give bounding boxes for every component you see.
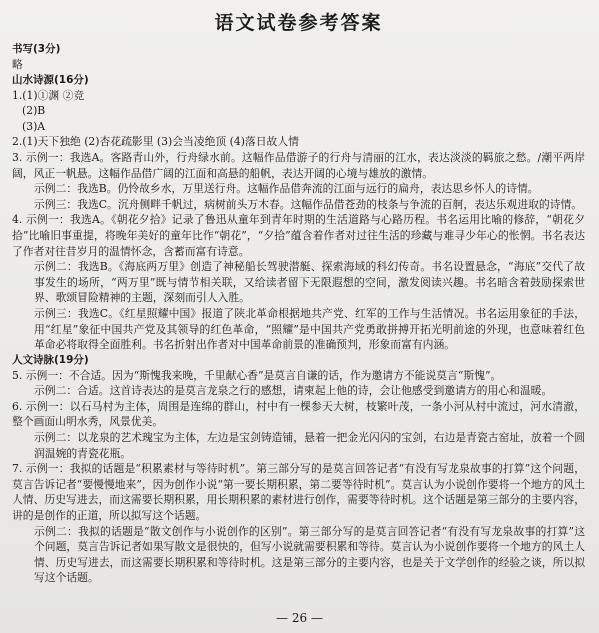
q6-example2: 示例二：以龙泉的艺术瑰宝为主体，左边是宝剑铸造铺，悬着一把金光闪闪的宝剑，右边是青瓷古窑址，放着一个圆润温婉的青瓷花瓶。	[34, 431, 585, 460]
q4-example2: 示例二：我选B。《海底两万里》创造了神秘船长驾驶潜艇、探索海域的科幻传奇。书名设置悬念，“海底”交代了故事发生的场所，“两万里”既与情节相关联，又给读者留下无限遐想的空间，激发阅读兴趣。书名暗含着鼓励探索世界、歌颂冒险精神的主题，深刻而引人入胜。	[34, 260, 585, 305]
q3-example1: 3. 示例一：我选A。客路青山外，行舟绿水前。这幅作品借游子的行舟与清丽的江水，表达淡淡的羁旅之愁。/潮平两岸阔，风正一帆悬。这幅作品借广阔的江面和高悬的船帆，表达开阔的心境与雄放的激情。	[12, 150, 585, 180]
q7-example2: 示例二：我拟的话题是“散文创作与小说创作的区别”。第三部分写的是莫言回答记者“有没有写龙泉故事的打算”这个问题，莫言告诉记者如果写散文是很快的，但写小说就需要积累和等待。莫言认为小说创作要将一个地方的风土人情、历史写进去，而这需要长期积累和等待时机。这是第三部分的主要内容，也是关于文学创作的经验之谈，所以拟写这个话题。	[34, 524, 585, 585]
page-number: — 26 —	[276, 611, 323, 625]
page-title: 语文试卷参考答案	[214, 12, 383, 34]
q5-example2: 示例二：合适。这首诗表达的是莫言龙泉之行的感想，请柬起上他的诗，会让他感受到邀请方的用心和温暖。	[34, 384, 553, 398]
section2-heading: 人文诗脉(19分)	[12, 353, 89, 366]
q1-line3: (3)A	[22, 119, 46, 133]
q4-example3: 示例三：我选C。《红星照耀中国》报道了陕北革命根据地共产党、红军的工作与生活情况。书名运用象征的手法，用“红星”象征中国共产党及其领导的红色革命，“照耀”是中国共产党勇敢拼搏开拓光明前途的外现，也意味着红色革命必将取得全面胜利。书名折射出作者对中国革命前景的准确预判，形象而富有内涵。	[34, 306, 585, 352]
writing-heading: 书写(3分)	[12, 43, 61, 55]
section1-heading: 山水诗源(16分)	[12, 73, 89, 86]
q7-example1: 7. 示例一：我拟的话题是“积累素材与等待时机”。第三部分写的是莫言回答记者“有没有写龙泉故事的打算”这个问题，莫言告诉记者“要慢慢地来”，因为创作小说“第一要长期积累，第二要等待时机”。莫言认为小说创作要将一个地方的风土人情、历史写进去，而这需要长期积累，用长期积累的素材进行创作，需要等待时机。这个话题是第三部分的主要内容，讲的是创作的正道，所以拟写这个话题。	[12, 462, 585, 523]
q6-example1: 6. 示例一：以石马村为主体，周围是连绵的群山，村中有一棵参天大树，枝繁叶茂，一条小河从村中流过，河水清澈，整个画面山明水秀，风景优美。	[12, 399, 585, 429]
q4-example1: 4. 示例一：我选A。《朝花夕拾》记录了鲁迅从童年到青年时期的生活道路与心路历程。书名运用比喻的修辞，“朝花夕拾”比喻旧事重提，将晚年美好的童年比作“朝花”，“夕拾”蕴含着作者对过往生活的珍藏与难寻少年心的怅惘。书名表达了作者对往昔岁月的温情怀念，含蓄而富有诗意。	[12, 213, 585, 258]
q3-example2: 示例二：我选B。仍怜故乡水，万里送行舟。这幅作品借奔流的江面与远行的扁舟，表达思乡怀人的诗情。	[34, 182, 539, 196]
q1-line2: (2)B	[22, 104, 46, 118]
q3-example3: 示例三：我选C。沉舟侧畔千帆过，病树前头万木春。这幅作品借苍劲的枝条与争流的百舸，表达乐观进取的诗情。	[34, 197, 583, 211]
q2-answer: 2.(1)天下独绝 (2)杏花疏影里 (3)会当凌绝顶 (4)落日故人情	[12, 135, 299, 149]
q5-example1: 5. 示例一：不合适。因为“斯愧我来晚，千里献心香”是莫言自谦的话，作为邀请方不能说莫言“斯愧”。	[12, 368, 502, 382]
writing-answer: 略	[12, 58, 23, 71]
q1-line1: 1.(1)①渊 ②竞	[12, 88, 85, 102]
